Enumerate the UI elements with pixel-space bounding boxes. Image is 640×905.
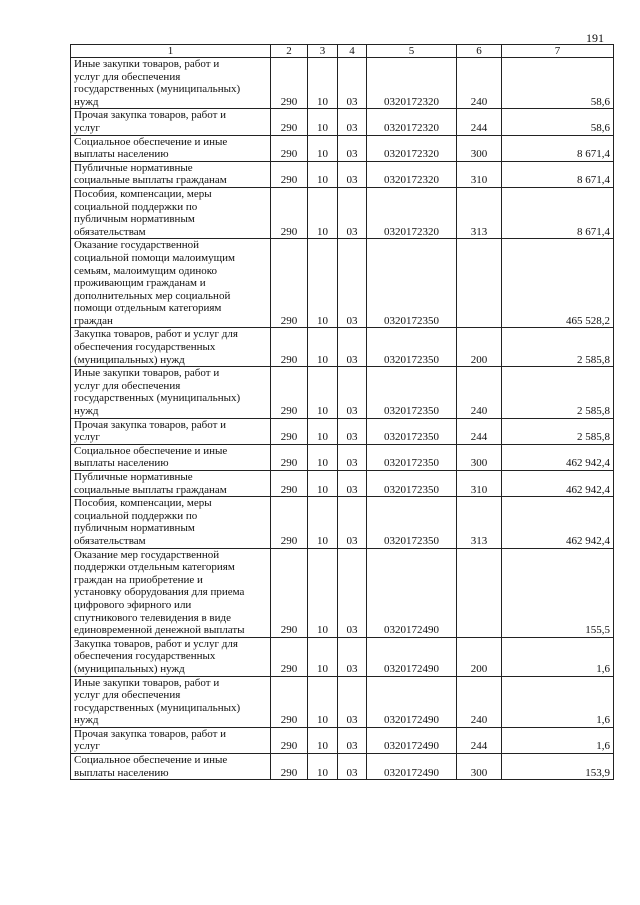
- cell-csr: 0320172320: [367, 109, 457, 135]
- cell-rz: 10: [308, 444, 338, 470]
- cell-gr: 290: [271, 497, 308, 548]
- cell-pr: 03: [338, 418, 367, 444]
- page-number: 191: [586, 31, 604, 45]
- row-description: Социальное обеспечение и иные выплаты населению: [71, 754, 271, 780]
- cell-sum: 1,6: [502, 727, 614, 753]
- cell-gr: 290: [271, 548, 308, 637]
- cell-vr: 313: [457, 187, 502, 238]
- cell-rz: 10: [308, 471, 338, 497]
- row-description: Иные закупки товаров, работ и услуг для обеспечения государственных (муниципальных) нужд: [71, 676, 271, 727]
- cell-pr: 03: [338, 548, 367, 637]
- cell-gr: 290: [271, 161, 308, 187]
- cell-csr: 0320172490: [367, 727, 457, 753]
- cell-gr: 290: [271, 135, 308, 161]
- cell-csr: 0320172350: [367, 367, 457, 418]
- cell-csr: 0320172350: [367, 418, 457, 444]
- row-description: Прочая закупка товаров, работ и услуг: [71, 727, 271, 753]
- cell-rz: 10: [308, 135, 338, 161]
- cell-csr: 0320172490: [367, 548, 457, 637]
- cell-gr: 290: [271, 676, 308, 727]
- table-row: [71, 754, 614, 780]
- cell-csr: 0320172350: [367, 497, 457, 548]
- cell-gr: 290: [271, 239, 308, 328]
- row-description: Иные закупки товаров, работ и услуг для обеспечения государственных (муниципальных) нужд: [71, 367, 271, 418]
- row-description: Прочая закупка товаров, работ и услуг: [71, 109, 271, 135]
- cell-sum: 2 585,8: [502, 367, 614, 418]
- cell-pr: 03: [338, 239, 367, 328]
- column-header: 7: [502, 45, 614, 58]
- row-description: Оказание государственной социальной помощи малоимущим семьям, малоимущим одиноко проживающим гражданам и дополнительных мер социальной помощи отдельным категориям граждан: [71, 239, 271, 328]
- cell-rz: 10: [308, 328, 338, 367]
- cell-gr: 290: [271, 328, 308, 367]
- cell-pr: 03: [338, 135, 367, 161]
- table-row: [71, 497, 614, 548]
- table-row: [71, 239, 614, 328]
- cell-sum: 155,5: [502, 548, 614, 637]
- cell-sum: 462 942,4: [502, 471, 614, 497]
- cell-rz: 10: [308, 497, 338, 548]
- cell-csr: 0320172350: [367, 239, 457, 328]
- cell-vr: [457, 548, 502, 637]
- cell-csr: 0320172320: [367, 58, 457, 109]
- cell-vr: 244: [457, 418, 502, 444]
- cell-pr: 03: [338, 471, 367, 497]
- cell-gr: 290: [271, 109, 308, 135]
- table-row: [71, 471, 614, 497]
- cell-sum: 1,6: [502, 676, 614, 727]
- cell-sum: 58,6: [502, 58, 614, 109]
- cell-sum: 465 528,2: [502, 239, 614, 328]
- cell-rz: 10: [308, 187, 338, 238]
- cell-rz: 10: [308, 161, 338, 187]
- cell-csr: 0320172490: [367, 676, 457, 727]
- cell-rz: 10: [308, 548, 338, 637]
- cell-pr: 03: [338, 676, 367, 727]
- row-description: Пособия, компенсации, меры социальной поддержки по публичным нормативным обязательствам: [71, 497, 271, 548]
- cell-sum: 2 585,8: [502, 328, 614, 367]
- cell-pr: 03: [338, 58, 367, 109]
- cell-rz: 10: [308, 239, 338, 328]
- column-header: 2: [271, 45, 308, 58]
- table-row: [71, 187, 614, 238]
- table-row: [71, 161, 614, 187]
- cell-vr: 244: [457, 109, 502, 135]
- cell-rz: 10: [308, 58, 338, 109]
- cell-csr: 0320172320: [367, 187, 457, 238]
- table-row: [71, 418, 614, 444]
- table-row: [71, 676, 614, 727]
- cell-csr: 0320172350: [367, 328, 457, 367]
- table-row: [71, 328, 614, 367]
- cell-rz: 10: [308, 637, 338, 676]
- table-row: [71, 135, 614, 161]
- cell-vr: 310: [457, 471, 502, 497]
- cell-vr: 240: [457, 58, 502, 109]
- cell-rz: 10: [308, 418, 338, 444]
- cell-gr: 290: [271, 187, 308, 238]
- cell-pr: 03: [338, 444, 367, 470]
- cell-vr: 240: [457, 367, 502, 418]
- cell-sum: 8 671,4: [502, 135, 614, 161]
- cell-vr: 244: [457, 727, 502, 753]
- cell-sum: 1,6: [502, 637, 614, 676]
- cell-sum: 8 671,4: [502, 187, 614, 238]
- cell-vr: 200: [457, 637, 502, 676]
- cell-vr: 310: [457, 161, 502, 187]
- cell-pr: 03: [338, 187, 367, 238]
- cell-sum: 462 942,4: [502, 497, 614, 548]
- column-header: 6: [457, 45, 502, 58]
- cell-pr: 03: [338, 161, 367, 187]
- cell-pr: 03: [338, 367, 367, 418]
- cell-vr: 300: [457, 135, 502, 161]
- cell-gr: 290: [271, 418, 308, 444]
- row-description: Социальное обеспечение и иные выплаты населению: [71, 135, 271, 161]
- cell-gr: 290: [271, 58, 308, 109]
- cell-pr: 03: [338, 637, 367, 676]
- row-description: Оказание мер государственной поддержки отдельным категориям граждан на приобретение и установку оборудования для приема цифрового эфирного или спутникового телевидения в виде единовременной денежной выплаты: [71, 548, 271, 637]
- table-row: [71, 367, 614, 418]
- cell-sum: 8 671,4: [502, 161, 614, 187]
- column-header: 3: [308, 45, 338, 58]
- row-description: Прочая закупка товаров, работ и услуг: [71, 418, 271, 444]
- row-description: Пособия, компенсации, меры социальной поддержки по публичным нормативным обязательствам: [71, 187, 271, 238]
- row-description: Иные закупки товаров, работ и услуг для обеспечения государственных (муниципальных) нужд: [71, 58, 271, 109]
- cell-rz: 10: [308, 754, 338, 780]
- cell-gr: 290: [271, 754, 308, 780]
- row-description: Закупка товаров, работ и услуг для обеспечения государственных (муниципальных) нужд: [71, 328, 271, 367]
- cell-rz: 10: [308, 109, 338, 135]
- cell-vr: 313: [457, 497, 502, 548]
- row-description: Закупка товаров, работ и услуг для обеспечения государственных (муниципальных) нужд: [71, 637, 271, 676]
- table-row: [71, 548, 614, 637]
- cell-gr: 290: [271, 444, 308, 470]
- table-row: [71, 727, 614, 753]
- cell-sum: 153,9: [502, 754, 614, 780]
- cell-vr: [457, 239, 502, 328]
- cell-gr: 290: [271, 471, 308, 497]
- row-description: Публичные нормативные социальные выплаты гражданам: [71, 471, 271, 497]
- cell-sum: 2 585,8: [502, 418, 614, 444]
- table-row: [71, 109, 614, 135]
- cell-rz: 10: [308, 676, 338, 727]
- cell-pr: 03: [338, 328, 367, 367]
- cell-vr: 200: [457, 328, 502, 367]
- cell-pr: 03: [338, 754, 367, 780]
- cell-vr: 300: [457, 444, 502, 470]
- column-header: 1: [71, 45, 271, 58]
- cell-csr: 0320172490: [367, 754, 457, 780]
- cell-rz: 10: [308, 727, 338, 753]
- cell-csr: 0320172350: [367, 471, 457, 497]
- cell-gr: 290: [271, 637, 308, 676]
- table-row: [71, 444, 614, 470]
- budget-table: [70, 44, 614, 780]
- cell-gr: 290: [271, 727, 308, 753]
- column-header: 5: [367, 45, 457, 58]
- table-row: [71, 637, 614, 676]
- cell-vr: 240: [457, 676, 502, 727]
- cell-gr: 290: [271, 367, 308, 418]
- cell-sum: 462 942,4: [502, 444, 614, 470]
- cell-sum: 58,6: [502, 109, 614, 135]
- cell-csr: 0320172320: [367, 161, 457, 187]
- cell-pr: 03: [338, 109, 367, 135]
- header-row: [71, 45, 614, 58]
- cell-csr: 0320172490: [367, 637, 457, 676]
- cell-rz: 10: [308, 367, 338, 418]
- cell-pr: 03: [338, 727, 367, 753]
- cell-pr: 03: [338, 497, 367, 548]
- row-description: Публичные нормативные социальные выплаты гражданам: [71, 161, 271, 187]
- cell-vr: 300: [457, 754, 502, 780]
- column-header: 4: [338, 45, 367, 58]
- table-row: [71, 58, 614, 109]
- cell-csr: 0320172320: [367, 135, 457, 161]
- row-description: Социальное обеспечение и иные выплаты населению: [71, 444, 271, 470]
- cell-csr: 0320172350: [367, 444, 457, 470]
